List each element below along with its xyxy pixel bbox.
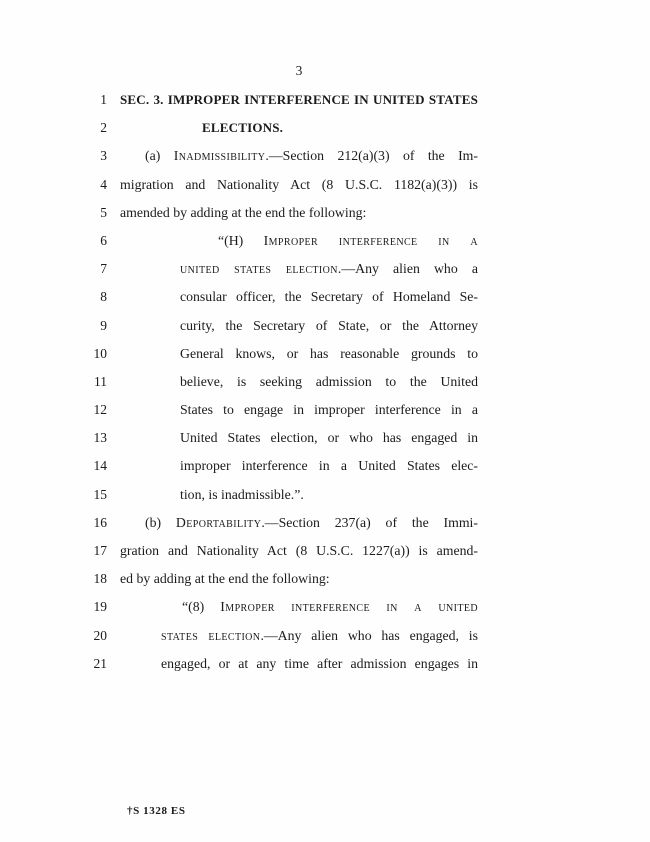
line-text xyxy=(120,622,478,650)
document-line xyxy=(0,255,650,283)
document-line xyxy=(0,650,650,678)
line-number: 2 xyxy=(100,120,107,136)
document-line xyxy=(0,593,650,621)
small-caps-text: states election xyxy=(161,627,261,643)
line-number: 21 xyxy=(93,655,107,671)
line-text xyxy=(120,537,478,565)
document-line xyxy=(0,565,650,593)
body-text: improper interference in a United States elec- xyxy=(180,458,478,474)
document-line xyxy=(0,481,650,509)
body-text: gration and Nationality Act (8 U.S.C. 1227(a)) is amend- xyxy=(120,543,478,558)
line-number: 13 xyxy=(93,430,107,446)
document-lines xyxy=(0,86,650,678)
body-text: “(H) xyxy=(218,232,264,248)
line-number: 14 xyxy=(93,458,107,474)
line-number: 17 xyxy=(93,543,107,558)
body-text: tion, is inadmissible.”. xyxy=(180,486,304,502)
line-text xyxy=(120,227,478,255)
line-text xyxy=(120,396,478,424)
line-number: 8 xyxy=(100,289,107,305)
line-number: 5 xyxy=(100,204,107,220)
small-caps-text: united states election xyxy=(180,261,338,277)
line-text xyxy=(120,424,478,452)
body-text: believe, is seeking admission to the United xyxy=(180,373,478,389)
line-text xyxy=(120,199,478,227)
line-text xyxy=(120,452,478,480)
body-text: (b) xyxy=(145,514,176,530)
small-caps-text: Improper interference in a xyxy=(263,232,478,248)
document-line xyxy=(0,340,650,368)
body-text: (a) xyxy=(145,148,174,164)
line-text xyxy=(120,114,478,142)
body-text: .—Any alien who a xyxy=(337,261,478,277)
document-line xyxy=(0,424,650,452)
line-text xyxy=(120,142,478,170)
document-line xyxy=(0,86,650,114)
document-line xyxy=(0,537,650,565)
line-number: 15 xyxy=(93,486,107,502)
body-text: consular officer, the Secretary of Homeland Se- xyxy=(180,289,478,305)
line-text xyxy=(120,650,478,678)
document-line xyxy=(0,396,650,424)
line-text xyxy=(120,509,478,537)
document-line xyxy=(0,622,650,650)
body-text: .—Section 212(a)(3) of the Im- xyxy=(265,148,479,164)
line-number: 6 xyxy=(100,232,107,248)
body-text: curity, the Secretary of State, or the Attorney xyxy=(180,317,478,333)
body-text: .—Any alien who has engaged, is xyxy=(260,627,478,643)
document-line xyxy=(0,368,650,396)
page-number: 3 xyxy=(295,63,303,78)
line-text xyxy=(120,255,478,283)
document-line xyxy=(0,283,650,311)
line-number: 11 xyxy=(94,373,107,389)
body-text: amended by adding at the end the following: xyxy=(120,204,367,220)
small-caps-text: Inadmissibility xyxy=(173,148,266,164)
body-text: States to engage in improper interference in a xyxy=(180,402,478,418)
body-text: “(8) xyxy=(182,599,221,615)
document-line xyxy=(0,312,650,340)
line-text xyxy=(120,368,478,396)
document-line xyxy=(0,171,650,199)
document-line xyxy=(0,199,650,227)
line-number: 18 xyxy=(93,571,107,587)
small-caps-text: Deportability xyxy=(175,514,262,530)
small-caps-text: Improper interference in a united xyxy=(220,599,478,615)
document-line xyxy=(0,114,650,142)
line-text xyxy=(120,593,478,621)
body-text: ed by adding at the end the following: xyxy=(120,571,330,587)
line-text xyxy=(120,283,478,311)
line-text xyxy=(120,340,478,368)
line-number: 10 xyxy=(93,345,107,361)
document-line xyxy=(0,142,650,170)
line-number: 7 xyxy=(100,261,107,277)
body-text: General knows, or has reasonable grounds to xyxy=(180,345,478,361)
line-number: 9 xyxy=(100,317,107,333)
line-number: 16 xyxy=(93,514,107,530)
body-text: United States election, or who has engaged in xyxy=(180,430,478,446)
line-number: 3 xyxy=(100,148,107,164)
line-text xyxy=(120,86,478,114)
document-line xyxy=(0,227,650,255)
line-text xyxy=(120,171,478,199)
line-text xyxy=(120,481,478,509)
line-number: 19 xyxy=(93,599,107,615)
line-number: 4 xyxy=(100,176,107,192)
line-text xyxy=(120,312,478,340)
body-text: .—Section 237(a) of the Immi- xyxy=(261,514,478,530)
bill-footer-stamp: †S 1328 ES xyxy=(127,805,186,817)
body-text: migration and Nationality Act (8 U.S.C. 1182(a)(3)) is xyxy=(120,176,478,192)
bold-heading-text: SEC. 3. IMPROPER INTERFERENCE IN UNITED STATES xyxy=(120,92,478,107)
document-line xyxy=(0,509,650,537)
line-text xyxy=(120,565,478,593)
line-number: 1 xyxy=(100,92,107,107)
document-line xyxy=(0,452,650,480)
body-text: engaged, or at any time after admission engages in xyxy=(161,655,478,671)
line-number: 12 xyxy=(93,402,107,418)
line-number: 20 xyxy=(93,627,107,643)
bold-heading-text: ELECTIONS. xyxy=(202,120,284,136)
